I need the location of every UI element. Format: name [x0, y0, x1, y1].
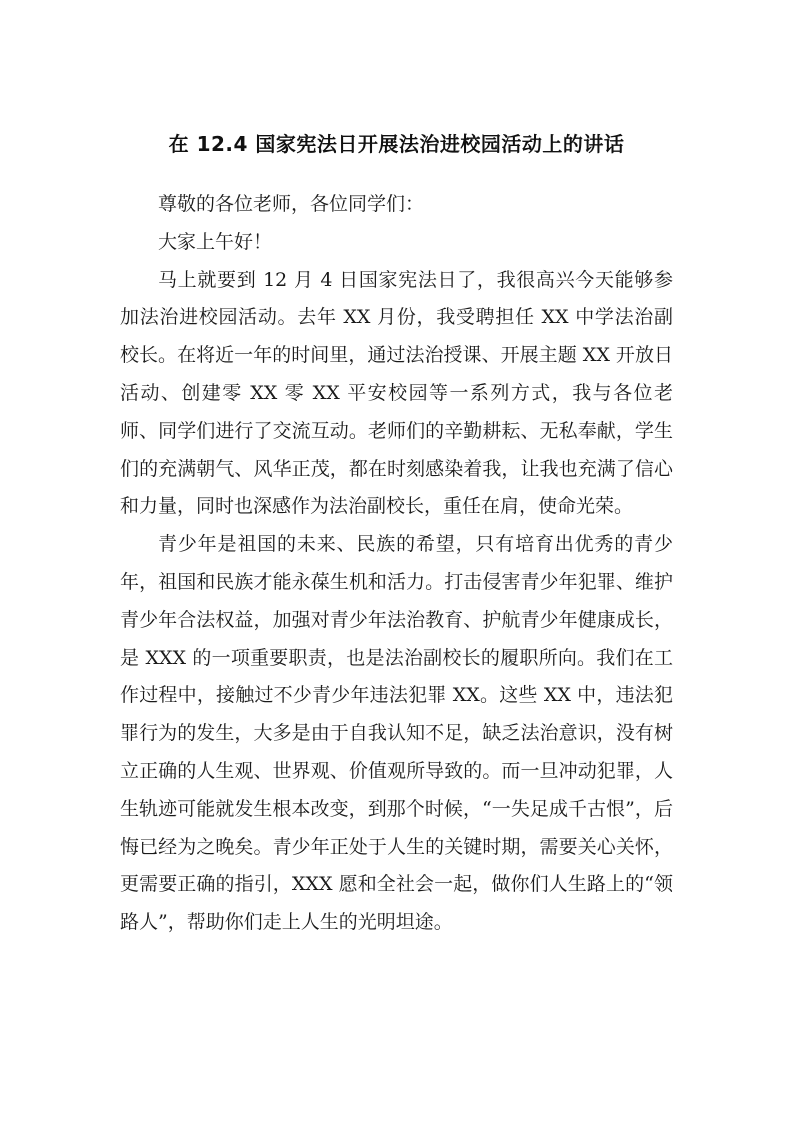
- greeting-paragraph: 大家上午好！: [158, 230, 273, 253]
- body-paragraph: 青少年是祖国的未来、民族的希望，只有培育出优秀的青少年，祖国和民族才能永葆生机和活力。打击侵害青少年犯罪、维护青少年合法权益，加强对青少年法治教育、护航青少年健康成长，是 XXX 的一项重要职责，也是法治副校长的履职所向。我们在工作过程中，接触过不少青少年违法犯罪 XX。这些 XX 中，违法犯罪行为的发生，大多是由于自我认知不足，缺乏法治意识，没有树立正确的人生观、世界观、价值观所导致的。而一旦冲动犯罪，人生轨迹可能就发生根本改变，到那个时候，“一失足成千古恨”，后悔已经为之晚矣。青少年正处于人生的关键时期，需要关心关怀，更需要正确的指引，XXX 愿和全社会一起，做你们人生路上的“领路人”，帮助你们走上人生的光明坦途。: [120, 533, 673, 934]
- salutation-paragraph: 尊敬的各位老师，各位同学们：: [158, 193, 425, 215]
- body-paragraph: 马上就要到 12 月 4 日国家宪法日了，我很高兴今天能够参加法治进校园活动。去年 XX 月份，我受聘担任 XX 中学法治副校长。在将近一年的时间里，通过法治授课、开展主题 XX 开放日活动、创建零 XX 零 XX 平安校园等一系列方式，我与各位老师、同学们进行了交流互动。老师们的辛勤耕耘、无私奉献，学生们的充满朝气、风华正茂，都在时刻感染着我，让我也充满了信心和力量，同时也深感作为法治副校长，重任在肩，使命光荣。: [120, 268, 673, 518]
- document-body: [120, 186, 673, 942]
- document-title: 在 12.4 国家宪法日开展法治进校园活动上的讲话: [168, 132, 625, 156]
